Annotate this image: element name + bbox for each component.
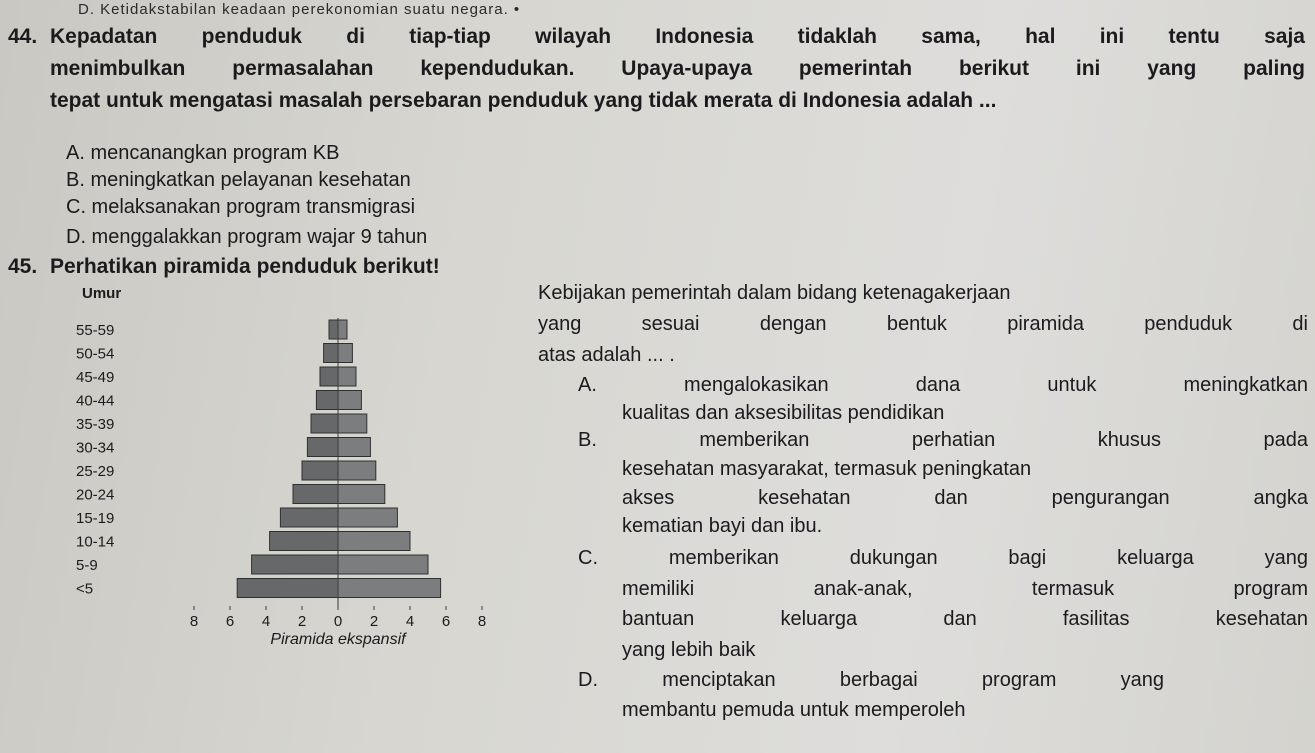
pyramid-bar-left <box>293 485 338 504</box>
age-group-label: <5 <box>76 580 94 598</box>
pyramid-bar-left <box>307 438 338 457</box>
question-44-line-3: tepat untuk mengatasi masalah persebaran penduduk yang tidak merata di Indonesia adalah ... <box>50 89 997 112</box>
pyramid-bar-right <box>338 508 397 527</box>
x-tick-label: 6 <box>441 613 451 630</box>
pyramid-bar-left <box>316 391 338 410</box>
pyramid-bar-left <box>324 344 338 363</box>
age-group-label: 15-19 <box>76 510 115 527</box>
question-45-stem-line-2: yang sesuai dengan bentuk piramida penduduk di <box>538 313 1308 335</box>
pyramid-bar-right <box>338 414 367 433</box>
age-group-label: 40-44 <box>76 392 115 410</box>
question-44-option-c: C. melaksanakan program transmigrasi <box>66 196 416 218</box>
question-44-option-a: A. mencanangkan program KB <box>66 142 340 164</box>
question-45-title: Perhatikan piramida penduduk berikut! <box>50 255 440 278</box>
x-tick-label: 8 <box>477 613 487 630</box>
pyramid-bar-left <box>320 367 338 386</box>
pyramid-bar-left <box>302 461 338 480</box>
question-45-option-c-line-4: yang lebih baik <box>622 639 756 661</box>
age-group-label: 30-34 <box>76 439 115 457</box>
pyramid-bar-left <box>329 320 338 339</box>
question-45-option-b-line-1: B. memberikan perhatian khusus pada <box>578 429 1308 451</box>
age-group-label: 55-59 <box>76 322 115 339</box>
pyramid-bar-right <box>338 485 385 504</box>
x-tick-label: 8 <box>189 613 199 630</box>
pyramid-bar-left <box>311 414 338 433</box>
question-45-stem-line-1: Kebijakan pemerintah dalam bidang ketenagakerjaan <box>538 282 1011 304</box>
pyramid-bar-right <box>338 579 441 598</box>
x-tick-label: 4 <box>405 613 415 630</box>
question-45-option-c-line-2: memiliki anak-anak, termasuk program <box>622 578 1308 600</box>
question-45-option-c-line-1: C. memberikan dukungan bagi keluarga yang <box>578 547 1308 569</box>
question-45-option-b-line-3: akses kesehatan dan pengurangan angka <box>622 487 1308 509</box>
age-group-label: 50-54 <box>76 345 115 363</box>
population-pyramid-chart <box>70 278 530 653</box>
age-group-label: 25-29 <box>76 463 115 480</box>
pyramid-bar-right <box>338 344 352 363</box>
y-axis-label: Umur <box>82 285 122 302</box>
x-tick-label: 2 <box>297 613 307 630</box>
previous-option-d: D. Ketidakstabilan keadaan perekonomian suatu negara. • <box>78 1 521 18</box>
pyramid-bar-right <box>338 532 410 551</box>
age-group-label: 45-49 <box>76 369 115 386</box>
question-44-number: 44. <box>8 25 38 48</box>
pyramid-bar-left <box>237 579 338 598</box>
question-45-option-c-line-3: bantuan keluarga dan fasilitas kesehatan <box>622 608 1308 630</box>
x-tick-label: 4 <box>261 613 271 630</box>
pyramid-bar-right <box>338 461 376 480</box>
question-44-option-b: B. meningkatkan pelayanan kesehatan <box>66 169 411 191</box>
pyramid-bar-right <box>338 438 370 457</box>
pyramid-bar-right <box>338 320 347 339</box>
pyramid-bar-left <box>280 508 338 527</box>
pyramid-bar-left <box>270 532 338 551</box>
question-45-option-d-line-2: membantu pemuda untuk memperoleh <box>622 699 966 721</box>
question-44-line-2: menimbulkan permasalahan kependudukan. Upaya-upaya pemerintah berikut ini yang paling <box>50 57 1305 80</box>
pyramid-bar-right <box>338 555 428 574</box>
question-45-stem-line-3: atas adalah ... . <box>538 344 675 366</box>
age-group-label: 20-24 <box>76 486 115 504</box>
pyramid-bar-right <box>338 367 356 386</box>
pyramid-bar-right <box>338 391 361 410</box>
question-45-option-d-line-1: D. menciptakan berbagai program yang <box>578 669 1164 691</box>
x-tick-label: 2 <box>369 613 379 630</box>
question-45-option-b-line-2: kesehatan masyarakat, termasuk peningkatan <box>622 458 1032 480</box>
question-44-line-1: Kepadatan penduduk di tiap-tiap wilayah Indonesia tidaklah sama, hal ini tentu saja <box>50 25 1305 48</box>
age-group-label: 5-9 <box>76 557 98 574</box>
age-group-label: 10-14 <box>76 533 115 551</box>
x-tick-label: 6 <box>225 613 235 630</box>
question-44-option-d: D. menggalakkan program wajar 9 tahun <box>66 226 428 248</box>
pyramid-bar-left <box>252 555 338 574</box>
chart-caption: Piramida ekspansif <box>270 631 406 648</box>
x-tick-label: 0 <box>333 613 343 630</box>
question-45-option-a-line-2: kualitas dan aksesibilitas pendidikan <box>622 402 945 424</box>
question-45-option-a-line-1: A. mengalokasikan dana untuk meningkatkan <box>578 374 1308 396</box>
age-group-label: 35-39 <box>76 416 115 433</box>
question-45-number: 45. <box>8 255 38 278</box>
question-45-option-b-line-4: kematian bayi dan ibu. <box>622 515 823 537</box>
